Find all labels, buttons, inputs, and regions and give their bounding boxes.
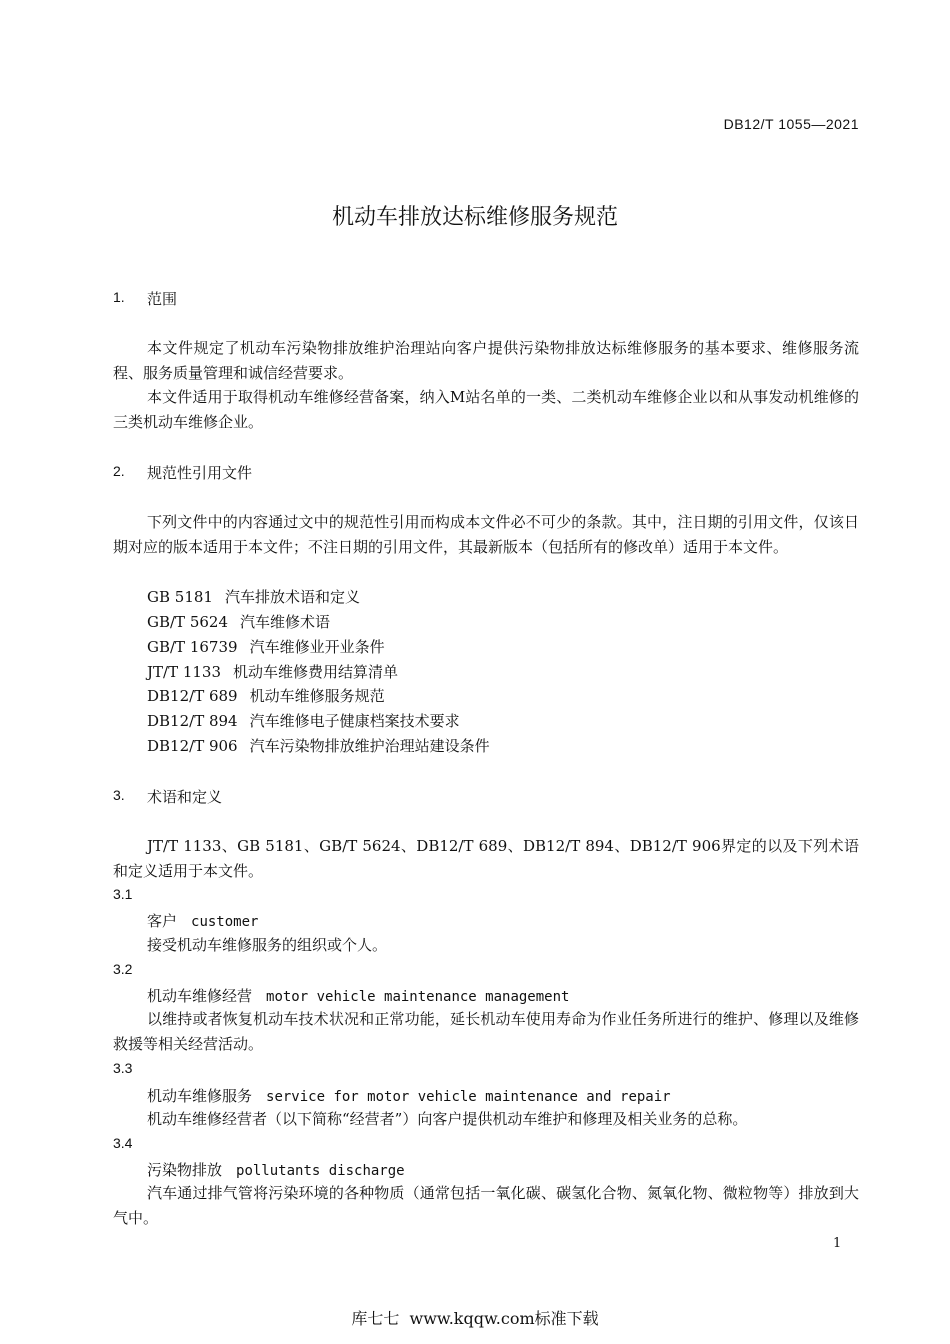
section-number: 1.: [113, 289, 125, 305]
reference-name: 汽车维修电子健康档案技术要求: [249, 712, 460, 730]
document-code: DB12/T 1055—2021: [723, 116, 859, 132]
term-definition: 接受机动车维修服务的组织或个人。: [147, 936, 388, 954]
term-zh: 污染物排放: [147, 1161, 223, 1179]
term-definition: 汽车通过排气管将污染环境的各种物质（通常包括一氧化碳、碳氢化合物、氮氧化物、微粒物等）排放到大气中。: [113, 1184, 859, 1227]
reference-name: 汽车维修术语: [240, 613, 331, 631]
reference-name: 汽车排放术语和定义: [224, 588, 360, 606]
reference-name: 机动车维修服务规范: [249, 687, 385, 705]
reference-item: [147, 585, 360, 610]
reference-item: [147, 734, 490, 759]
term-zh: 客户: [147, 912, 178, 930]
section-number: 3.: [113, 787, 125, 803]
reference-item: [147, 660, 398, 685]
paragraph: 下列文件中的内容通过文中的规范性引用而构成本文件必不可少的条款。其中，注日期的引用文件，仅该日期对应的版本适用于本文件；不注日期的引用文件，其最新版本（包括所有的修改单）适用于本文件。: [113, 513, 859, 556]
section-title-scope: 范围: [147, 290, 178, 308]
reference-code: JT/T 1133: [147, 663, 222, 681]
term-en: pollutants discharge: [236, 1163, 405, 1179]
term-en: service for motor vehicle maintenance and repair: [266, 1089, 671, 1105]
term-zh: 机动车维修服务: [147, 1087, 253, 1105]
reference-item: [147, 709, 460, 734]
watermark-text: 库七七 www.kqqw.com标准下载: [351, 1309, 599, 1328]
paragraph: 本文件适用于取得机动车维修经营备案，纳入M站名单的一类、二类机动车维修企业以和从事发动机维修的三类机动车维修企业。: [113, 388, 859, 431]
clause-number: 3.3: [113, 1060, 133, 1076]
reference-code: GB 5181: [147, 588, 213, 606]
clause-number: 3.2: [113, 961, 133, 977]
page-number: 1: [833, 1236, 842, 1251]
reference-code: GB/T 16739: [147, 638, 238, 656]
paragraph: 本文件规定了机动车污染物排放维护治理站向客户提供污染物排放达标维修服务的基本要求、维修服务流程、服务质量管理和诚信经营要求。: [113, 339, 859, 382]
term-heading: [147, 1085, 671, 1106]
reference-name: 汽车维修业开业条件: [249, 638, 385, 656]
term-heading: [147, 985, 569, 1006]
reference-item: [147, 635, 385, 660]
term-heading: [147, 910, 258, 931]
paragraph: JT/T 1133、GB 5181、GB/T 5624、DB12/T 689、DB12/T 894、DB12/T 906界定的以及下列术语和定义适用于本文件。: [113, 837, 859, 880]
reference-code: DB12/T 894: [147, 712, 238, 730]
reference-item: [147, 610, 330, 635]
term-heading: [147, 1159, 405, 1180]
term-definition: 机动车维修经营者（以下简称“经营者”）向客户提供机动车维护和修理及相关业务的总称。: [147, 1110, 748, 1128]
reference-code: DB12/T 689: [147, 687, 238, 705]
section-number: 2.: [113, 463, 125, 479]
reference-code: DB12/T 906: [147, 737, 238, 755]
document-title: 机动车排放达标维修服务规范: [331, 205, 618, 230]
reference-name: 机动车维修费用结算清单: [233, 663, 399, 681]
term-zh: 机动车维修经营: [147, 987, 253, 1005]
reference-code: GB/T 5624: [147, 613, 229, 631]
term-definition: 以维持或者恢复机动车技术状况和正常功能，延长机动车使用寿命为作业任务所进行的维护、修理以及维修救援等相关经营活动。: [113, 1010, 859, 1053]
reference-name: 汽车污染物排放维护治理站建设条件: [249, 737, 490, 755]
clause-number: 3.1: [113, 886, 133, 902]
section-title-normative-references: 规范性引用文件: [147, 464, 253, 482]
reference-item: [147, 684, 385, 709]
term-en: motor vehicle maintenance management: [266, 989, 570, 1005]
clause-number: 3.4: [113, 1135, 133, 1151]
section-title-terms-and-definitions: 术语和定义: [147, 788, 223, 806]
term-en: customer: [191, 914, 259, 930]
